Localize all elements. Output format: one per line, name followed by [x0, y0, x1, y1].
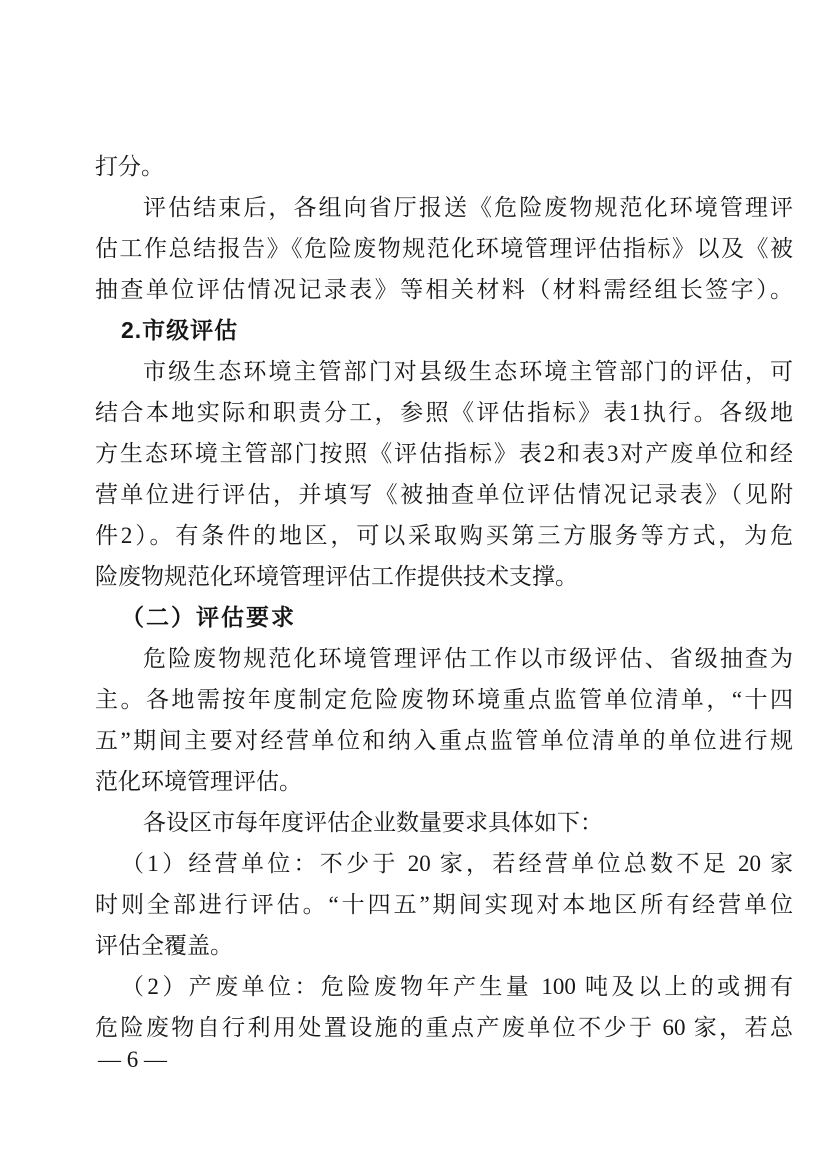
- text-line: 险废物规范化环境管理评估工作提供技术支撑。: [95, 564, 578, 589]
- text-line: 抽查单位评估情况记录表》等相关材料（材料需经组长签字）。: [95, 277, 793, 302]
- text-line: 评估结束后，各组向省厅报送《危险废物规范化环境管理评: [143, 195, 793, 220]
- text-line: 评估全覆盖。: [95, 933, 233, 958]
- text-line: 时则全部进行评估。“十四五”期间实现对本地区所有经营单位: [95, 892, 793, 917]
- text-line: 打分。: [95, 154, 164, 179]
- text-line: （二）评估要求: [121, 605, 296, 630]
- text-line: 市级生态环境主管部门对县级生态环境主管部门的评估，可: [143, 359, 793, 384]
- text-line: 2.市级评估: [121, 317, 239, 343]
- text-line: 各设区市每年度评估企业数量要求具体如下：: [143, 810, 603, 835]
- text-line: 估工作总结报告》《危险废物规范化环境管理评估指标》以及《被: [95, 236, 793, 261]
- text-line: 五”期间主要对经营单位和纳入重点监管单位清单的单位进行规: [95, 728, 793, 753]
- text-line: 营单位进行评估，并填写《被抽查单位评估情况记录表》（见附: [95, 482, 793, 507]
- document-body: [95, 146, 793, 1048]
- text-line: 危险废物规范化环境管理评估工作以市级评估、省级抽查为: [143, 646, 793, 671]
- text-line: 方生态环境主管部门按照《评估指标》表2和表3对产废单位和经: [95, 441, 793, 466]
- text-line: （2）产废单位：危险废物年产生量 100 吨及以上的或拥有: [121, 974, 793, 999]
- text-line: 危险废物自行利用处置设施的重点产废单位不少于 60 家，若总: [95, 1015, 793, 1040]
- text-line: 结合本地实际和职责分工，参照《评估指标》表1执行。各级地: [95, 400, 793, 425]
- text-line: 范化环境管理评估。: [95, 769, 302, 794]
- text-line: 主。各地需按年度制定危险废物环境重点监管单位清单，“十四: [95, 687, 793, 712]
- page-number: — 6 —: [98, 1047, 167, 1072]
- text-line: （1）经营单位：不少于 20 家，若经营单位总数不足 20 家: [121, 851, 793, 876]
- text-line: 件2）。有条件的地区，可以采取购买第三方服务等方式，为危: [95, 523, 793, 548]
